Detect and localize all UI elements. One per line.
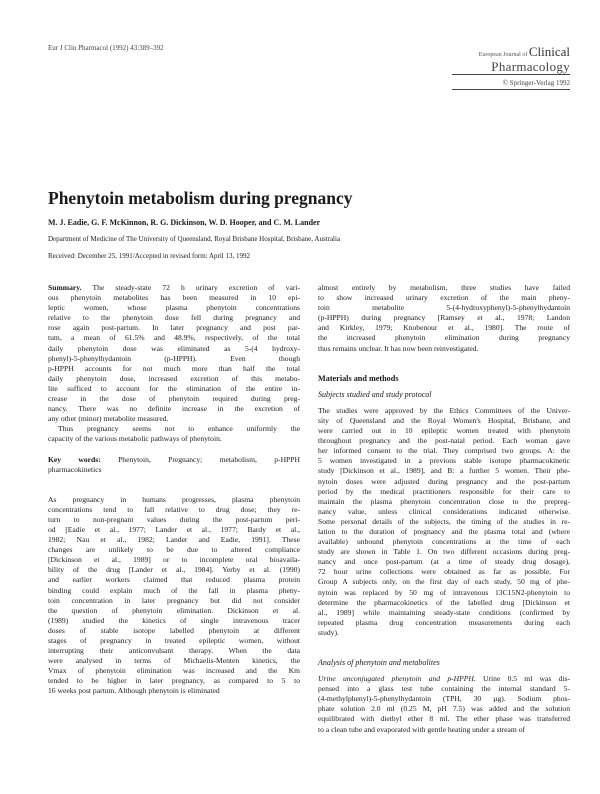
line-text: toin concentration in later pregnancy but did not consider (48, 595, 300, 605)
line-text: throughout pregnancy and the post-natal period. Each woman gave (318, 436, 570, 446)
text-line (318, 303, 570, 313)
summary-paragraph-2 (48, 424, 300, 444)
line-text: turn to non-pregnant values during the post-partum peri- (48, 514, 300, 524)
text-line (318, 608, 570, 618)
line-text: 16 weeks post partum. Although phenytoin is eliminated (48, 686, 220, 696)
text-line (48, 666, 300, 676)
text-line (48, 626, 300, 636)
text-line (48, 616, 300, 626)
line-text: daily phenytoin dose, increased excretion of this metabo- (48, 373, 300, 383)
line-text: thus remains unclear. It has now been reinvestigated. (318, 343, 479, 353)
line-text: binding could explain much of the fall in plasma pheny- (48, 585, 300, 595)
line-text: daily phenytoin dose was eliminated as 5-(4 hydroxy- (48, 343, 300, 353)
text-line (48, 455, 300, 465)
text-line (48, 535, 300, 545)
text-line (318, 547, 570, 557)
logo-word-pharmacology: Pharmacology (452, 60, 570, 75)
line-text: (p-HPPH) during pregnancy [Ramsey et al., 1978; Landon (318, 313, 570, 323)
text-line (318, 477, 570, 487)
text-line (318, 323, 570, 333)
line-text: The studies were approved by the Ethics Committees of the Univer- (318, 405, 570, 415)
text-line (318, 344, 570, 354)
line-text: ous phenytoin metabolites has been measured in 10 epi- (48, 293, 300, 303)
text-line (318, 628, 570, 638)
text-line (318, 283, 570, 293)
line-text: her informed consent to the trial. They comprised two groups. A: the (318, 446, 570, 456)
text-line (48, 313, 300, 323)
line-text: Thus pregnancy seems not to enhance uniformly the (58, 424, 300, 434)
text-line (48, 515, 300, 525)
text-line (48, 374, 300, 384)
line-text: (1989) studied the kinetics of single intravenous tracer (48, 615, 300, 625)
line-text: maintain the plasma phenytoin concentration close to the prepreg- (318, 496, 570, 506)
line-text: changes are unlikely to be due to altered compliance (48, 545, 300, 555)
text-line (318, 577, 570, 587)
logo-prefix: European Journal of (478, 52, 528, 58)
line-text: study [Dickinson et al., 1989], and B: a further 5 women. Their phe- (318, 466, 570, 476)
line-text: the question of phenytoin elimination. Dickinson et al. (48, 605, 300, 615)
text-line (318, 527, 570, 537)
line-text: rose again post-partum. In later pregnancy and post par- (48, 323, 300, 333)
line-text: phenyl)-5-phenylhydantoin (p-HPPH). Even though (48, 353, 300, 363)
subsection-heading-subjects: Subjects studied and study protocol (318, 389, 432, 399)
text-line (48, 646, 300, 656)
text-line (48, 686, 300, 696)
text-line (318, 507, 570, 517)
text-line (48, 404, 300, 414)
line-text: phate solution 2.0 ml (0.25 M, pH 7.5) was added and the solution (318, 704, 570, 714)
logo-word-clinical: Clinical (528, 44, 570, 59)
line-text: tum, a mean of 61.5% and 48.9%, respectively, of the total (48, 333, 300, 343)
methods-text (318, 406, 570, 638)
text-line (318, 446, 570, 456)
line-text: the increased phenytoin elimination during pregnancy (318, 333, 570, 343)
text-line (48, 424, 300, 434)
keywords (48, 455, 300, 475)
line-text: tended to be higher in later pregnancy, as compared to 5 to (48, 676, 300, 686)
text-line (318, 497, 570, 507)
text-line (48, 656, 300, 666)
line-text: any other (minor) metabolite measured. (48, 414, 169, 424)
authors: M. J. Eadie, G. F. McKinnon, R. G. Dickinson, W. D. Hooper, and C. M. Lander (48, 218, 321, 227)
line-text: repeated plasma drug concentration measurements during each (318, 617, 570, 627)
received-dates: Received: December 25, 1991/Accepted in revised form: April 13, 1992 (48, 252, 250, 260)
line-text: nancy and once post-partum (at a time of steady drug dosage), (318, 557, 570, 567)
line-text: od [Eadie et al., 1977; Lander et al., 1977; Bardy et al., (48, 524, 300, 534)
text-line (318, 416, 570, 426)
line-text: nytoin doses were adjusted during pregnancy and the post-partum (318, 476, 570, 486)
article-title: Phenytoin metabolism during pregnancy (48, 188, 353, 208)
text-line (48, 354, 300, 364)
line-text: 5 women investigated in a previous stable isotope pharmacokinetic (318, 456, 570, 466)
line-text: Urine 0.5 ml was dis- (475, 674, 570, 684)
line-text: As pregnancy in humans progresses, plasma phenytoin (48, 494, 300, 504)
copyright: © Springer-Verlag 1992 (452, 79, 570, 90)
line-text: Vmax of phenytoin elimination was increased and the Km (48, 666, 300, 676)
text-line (318, 557, 570, 567)
affiliation: Department of Medicine of The University of Queensland, Royal Brisbane Hospital, Brisbane, Australia (48, 235, 341, 243)
text-line (318, 456, 570, 466)
analysis-text (318, 674, 570, 735)
line-text: lite sufficed to account for the elimination of the entire in- (48, 383, 300, 393)
line-text: lation to the duration of pregnancy and the plasma total and (where (318, 526, 570, 536)
text-line (48, 505, 300, 515)
text-line (48, 333, 300, 343)
text-line (48, 495, 300, 505)
text-line (318, 487, 570, 497)
left-column (48, 283, 300, 697)
line-text: almost entirely by metabolism, three studies have failed (318, 283, 570, 292)
journal-reference: Eur J Clin Pharmacol (1992) 43:389–392 (48, 44, 164, 52)
text-line (318, 333, 570, 343)
text-line (318, 537, 570, 547)
line-text: determine the pharmacokinetics of the labelled drug [Dickinson et (318, 597, 570, 607)
line-text: nytoin was replaced by 50 mg of intravenous 13C15N2-phenytoin to (318, 587, 570, 597)
text-line (48, 344, 300, 354)
text-line (318, 725, 570, 735)
text-line (318, 436, 570, 446)
line-text: and Kirkley, 1979; Knobenour et al., 1980]. The route of (318, 323, 570, 333)
line-text: nancy value, unless clinical considerations indicated otherwise. (318, 506, 570, 516)
line-text: and earlier workers claimed that reduced plasma protein (48, 575, 300, 585)
text-line (48, 283, 300, 293)
text-line (48, 636, 300, 646)
line-text: 1982; Nau et al., 1982; Lander and Eadie, 1991]. These (48, 535, 300, 545)
summary (48, 283, 300, 424)
right-column (318, 283, 570, 735)
line-text: stages of pregnancy in treated epileptic women, without (48, 636, 300, 645)
text-line (48, 303, 300, 313)
line-text: study). (318, 627, 339, 637)
line-text: to a clean tube and evaporated with gentle heating under a stream of (318, 724, 526, 734)
text-line (48, 676, 300, 686)
line-text: crease in the dose of phenytoin required during preg- (48, 394, 300, 404)
introduction (48, 495, 300, 697)
line-text: bility of the drug [Lander et al., 1984]. Yerby et al. (1990) (48, 565, 300, 575)
text-line (48, 394, 300, 404)
text-line (318, 466, 570, 476)
line-text: to show increased urinary excretion of the main pheny- (318, 293, 570, 303)
line-text: leptic women, whose plasma phenytoin concentrations (48, 303, 300, 313)
text-line (48, 364, 300, 374)
line-text: concentrations tend to fall relative to drug dose; they re- (48, 504, 300, 514)
introduction-continued (318, 283, 570, 354)
journal-logo (452, 44, 570, 90)
line-text: doses of stable isotope labelled phenytoin at different (48, 625, 300, 635)
text-line (48, 414, 300, 424)
text-line (48, 384, 300, 394)
line-text: Group A subjects only, on the first day of each study, 50 mg of phe- (318, 577, 570, 587)
text-line (318, 517, 570, 527)
text-line (48, 525, 300, 535)
line-text: Some personal details of the subjects, the timing of the studies in re- (318, 516, 570, 526)
line-text: were carried out in 10 epileptic women treated with phenytoin (318, 426, 570, 436)
text-line (48, 586, 300, 596)
line-text: 72 hour urine collections were obtained as far as possible. For (318, 567, 570, 577)
text-line (318, 598, 570, 608)
line-text: interrupting their anticonvulsant therapy. When the data (48, 646, 300, 656)
text-line (318, 293, 570, 303)
line-text: available) unbound phenytoin concentrations at the time of each (318, 537, 570, 547)
line-text: nancy. There was no definite increase in the excretion of (48, 404, 300, 414)
text-line (48, 606, 300, 616)
text-line (318, 674, 570, 684)
text-line (48, 323, 300, 333)
text-line (48, 434, 300, 444)
paragraph-label: Urine unconjugated phenytoin and p-HPPH. (318, 674, 476, 684)
line-text: toin metabolite 5-(4-hydroxyphenyl)-5-phenylhydantoin (318, 303, 570, 313)
line-text: Phenytoin, Pregnancy; metabolism, p-HPPH (100, 454, 300, 464)
text-line (318, 567, 570, 577)
text-line (318, 684, 570, 694)
text-line (318, 406, 570, 416)
text-line (318, 618, 570, 628)
text-line (48, 575, 300, 585)
text-line (48, 293, 300, 303)
line-text: capacity of the various metabolic pathways of phenytoin. (48, 434, 222, 444)
line-text: sity of Queensland and the Royal Women's Hospital, Brisbane, and (318, 415, 570, 425)
paragraph-label: Key words: (48, 454, 101, 464)
line-text: al., 1989] while maintaining steady-state conditions (confirmed by (318, 607, 570, 617)
text-line (48, 545, 300, 555)
text-line (48, 565, 300, 575)
line-text: p-HPPH accounts for not much more than half the total (48, 363, 300, 373)
line-text: equilibrated with diethyl ether 8 ml. The ether phase was transferred (318, 714, 570, 724)
line-text: [Dickinson et al., 1989] or to incomplete oral bioavaila- (48, 555, 300, 565)
paragraph-label: Summary. (48, 283, 82, 292)
text-line (318, 426, 570, 436)
line-text: were analysed in terms of Michaelis-Menten kinetics, the (48, 656, 300, 666)
line-text: (4-methylphenyl)-5-phenylhydantoin (TPH, 30 µg). Sodium phos- (318, 694, 570, 704)
section-heading: Materials and methods (318, 373, 399, 383)
text-line (318, 694, 570, 704)
line-text: study are shown in Table 1. On two different occasions during preg- (318, 547, 570, 557)
line-text: The steady-state 72 h urinary excretion of vari- (81, 283, 300, 292)
text-line (318, 588, 570, 598)
line-text: relative to the phenytoin dose fell during pregnancy and (48, 313, 300, 323)
text-line (318, 714, 570, 724)
text-line (318, 704, 570, 714)
text-line (48, 596, 300, 606)
line-text: period by the medical practitioners responsible for their care to (318, 486, 570, 496)
line-text: pensed into a glass test tube containing the internal standard 5- (318, 684, 570, 694)
text-line (48, 555, 300, 565)
line-text: pharmacokinetics (48, 464, 102, 474)
text-line (318, 313, 570, 323)
subsection-heading-analysis: Analysis of phenytoin and metabolites (318, 658, 440, 667)
text-line (48, 465, 300, 475)
